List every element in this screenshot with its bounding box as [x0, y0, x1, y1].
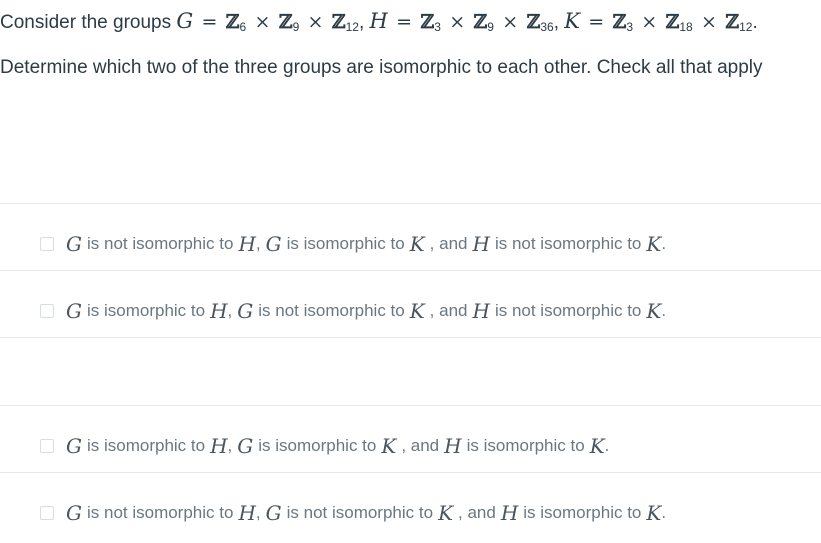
option-2-hk-relation: is not isomorphic to: [494, 301, 642, 320]
group-h-definition: H = ℤ$_3$ × ℤ$_9$ × ℤ$_{36}$,: [369, 9, 565, 34]
answer-row-3: [0, 405, 821, 472]
answer-row-1: [0, 203, 821, 270]
answer-row-2: [0, 270, 821, 337]
checkbox-option-3[interactable]: [40, 439, 54, 453]
checkbox-option-4[interactable]: [40, 506, 54, 520]
option-4-hk-relation: is isomorphic to: [523, 503, 642, 522]
option-2-gk-relation: is not isomorphic to: [258, 301, 405, 320]
option-1-hk-relation: is not isomorphic to: [494, 234, 642, 253]
option-2-gh-relation: is isomorphic to: [86, 301, 206, 320]
checkbox-option-2[interactable]: [40, 304, 54, 318]
option-1-gk-relation: is isomorphic to: [286, 234, 405, 253]
answer-option-1[interactable]: G is not isomorphic to H , G is isomorphic to K , and H is not isomorphic to K .: [40, 232, 666, 256]
group-k-definition: K = ℤ$_3$ × ℤ$_{18}$ × ℤ$_{12}$.: [564, 9, 758, 34]
option-4-gh-relation: is not isomorphic to: [86, 503, 234, 522]
question-statement: [0, 8, 821, 40]
answer-option-2[interactable]: G is isomorphic to H , G is not isomorphic to K , and H is not isomorphic to K .: [40, 299, 666, 323]
group-k-symbol: K: [564, 9, 580, 33]
question-prompt: Determine which two of the three groups are isomorphic to each other. Check all that apply: [0, 57, 763, 78]
option-3-gh-relation: is isomorphic to: [86, 436, 206, 455]
option-1-gh-relation: is not isomorphic to: [86, 234, 234, 253]
option-3-hk-relation: is isomorphic to: [466, 436, 585, 455]
question-lead: Consider the groups: [0, 12, 172, 33]
answer-choices: [0, 203, 821, 539]
group-h-symbol: H: [369, 9, 388, 33]
option-4-gk-relation: is not isomorphic to: [286, 503, 434, 522]
group-g-definition: G = ℤ$_6$ × ℤ$_9$ × ℤ$_{12}$,: [176, 9, 370, 34]
checkbox-option-1[interactable]: [40, 237, 54, 251]
group-g-symbol: G: [176, 9, 194, 33]
option-3-gk-relation: is isomorphic to: [258, 436, 377, 455]
answer-row-4: [0, 472, 821, 539]
answer-row-empty: [0, 337, 821, 405]
answer-option-3[interactable]: G is isomorphic to H , G is isomorphic to K , and H is isomorphic to K .: [40, 434, 609, 458]
answer-option-4[interactable]: G is not isomorphic to H , G is not isomorphic to K , and H is isomorphic to K .: [40, 501, 666, 525]
